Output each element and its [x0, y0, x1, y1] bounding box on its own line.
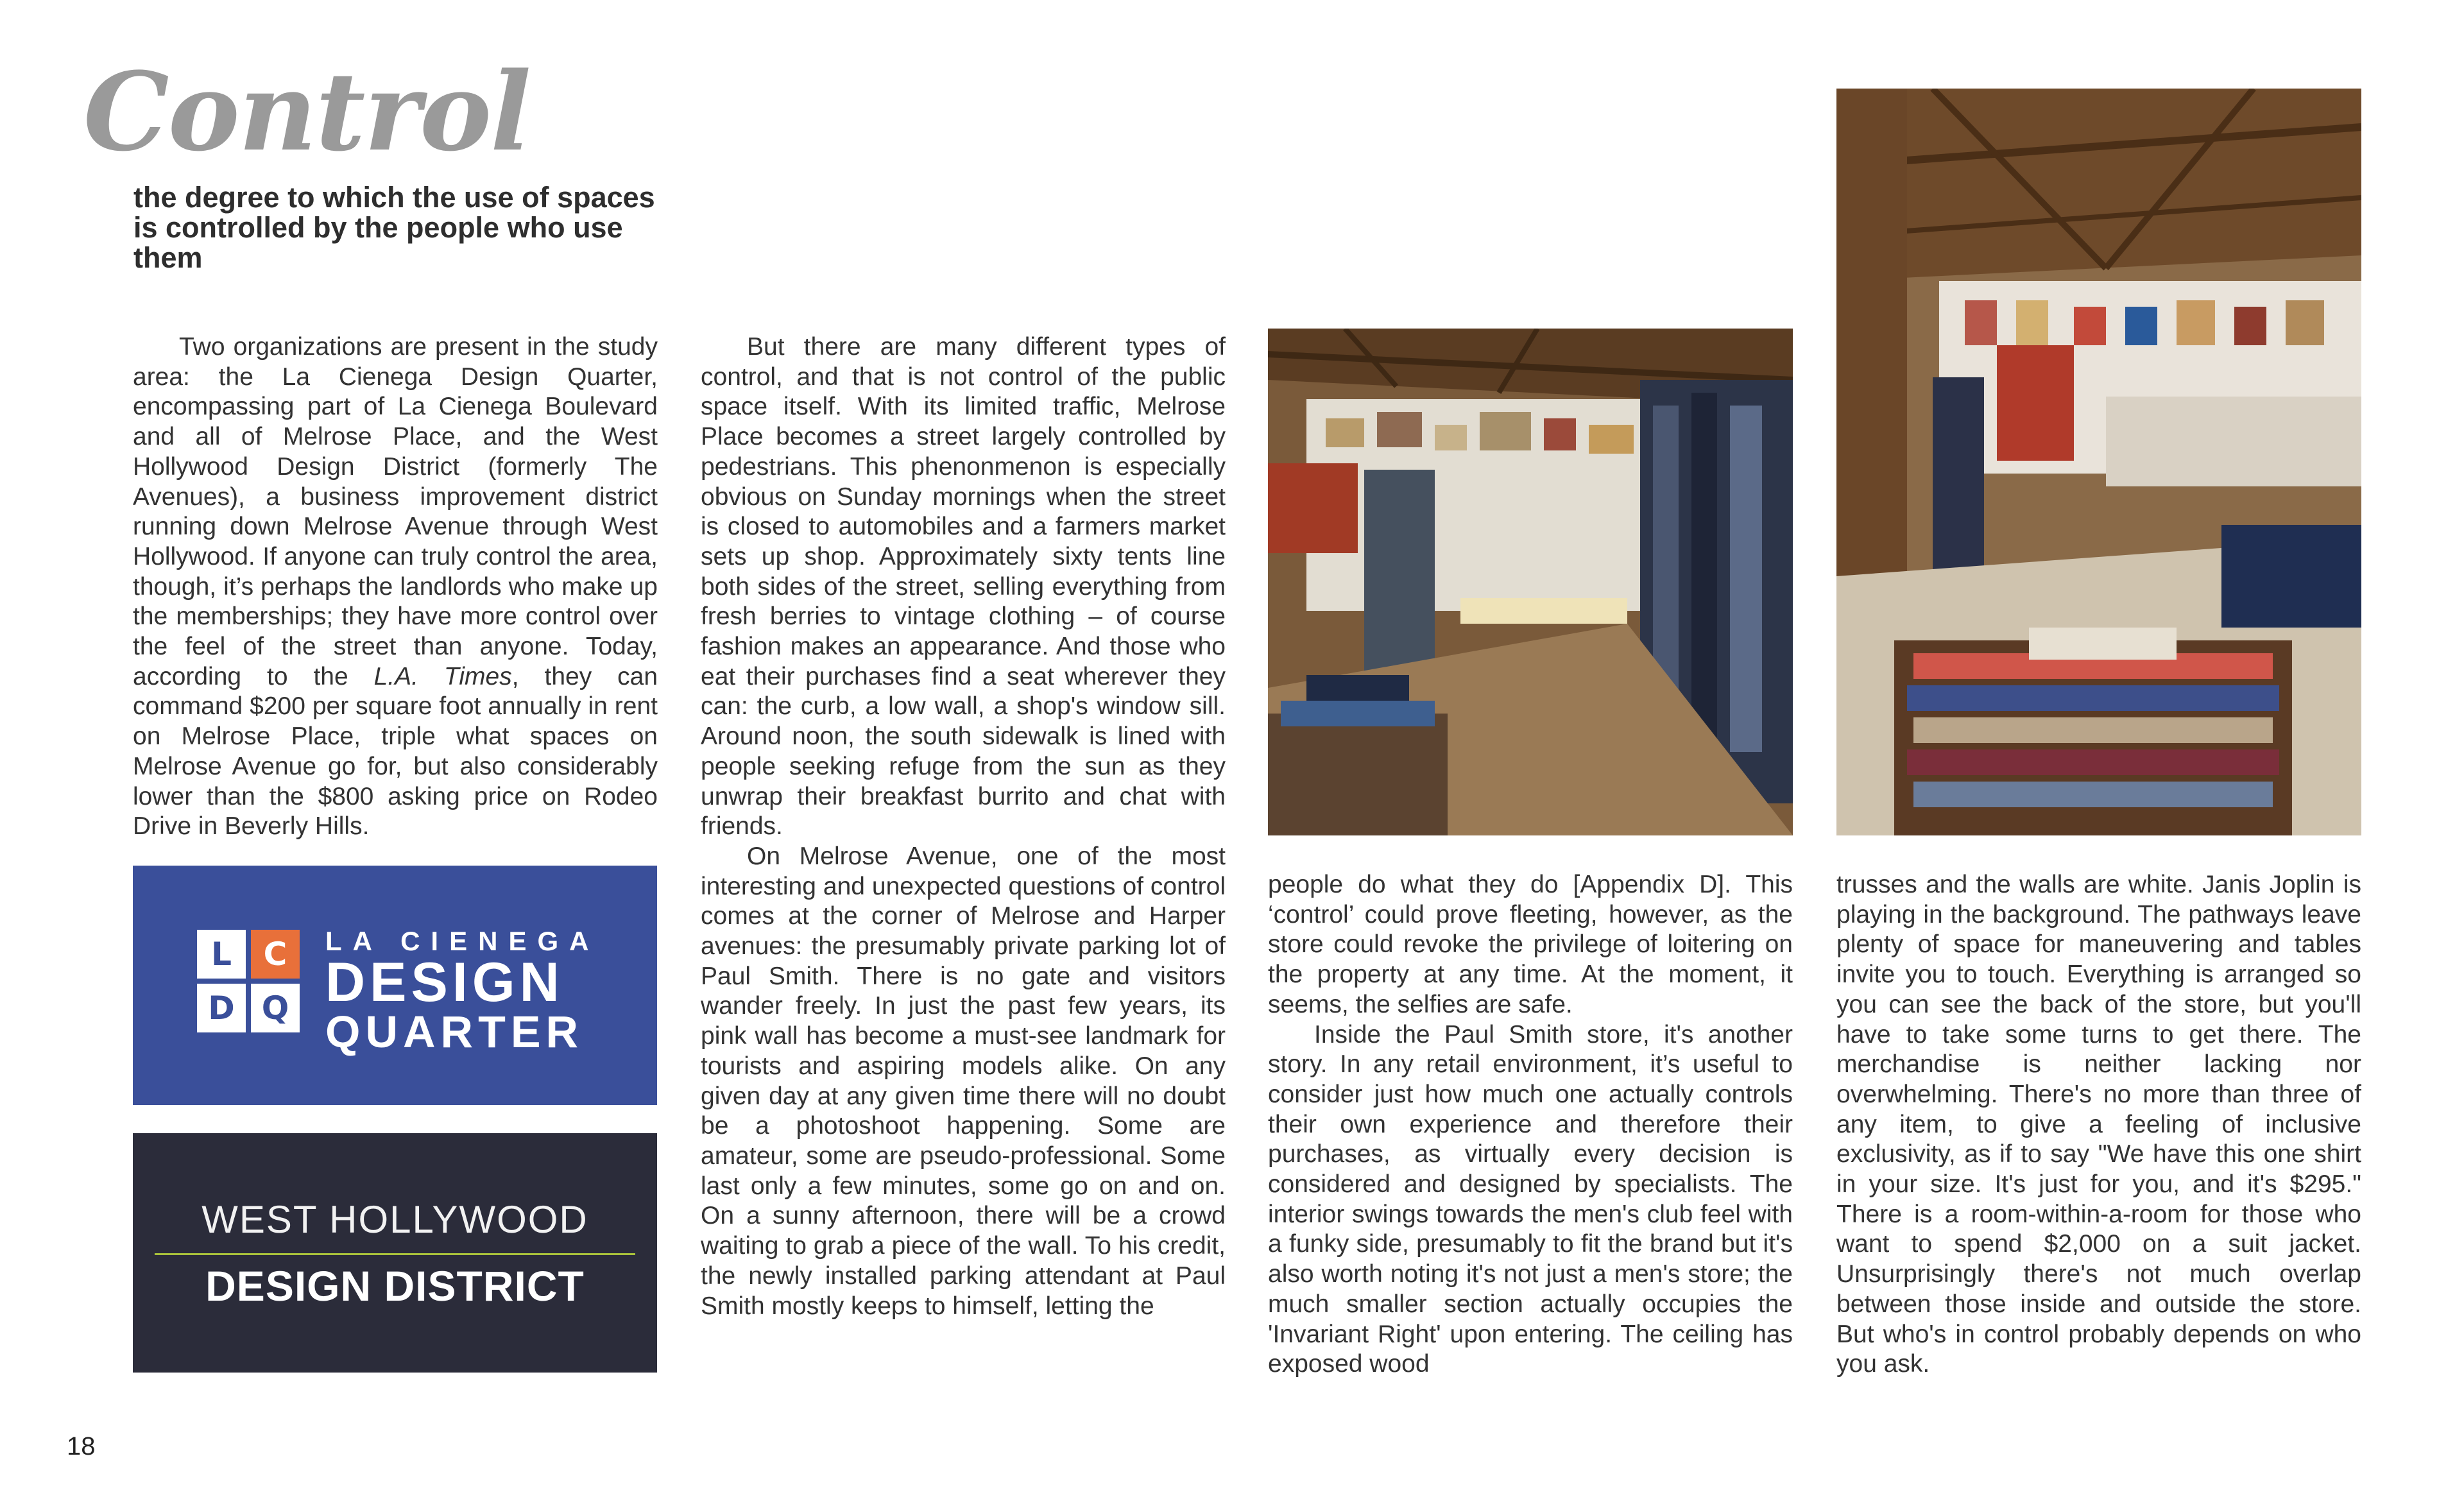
- store-interior-photo-1-image: [1268, 329, 1793, 835]
- lcdq-line-1: LA CIENEGA: [325, 926, 600, 956]
- lcdq-letter-l: L: [197, 930, 246, 979]
- text-column-4: [1836, 870, 2361, 1380]
- text-column-1: [133, 332, 658, 842]
- column-4-paragraph-1: trusses and the walls are white. Janis Joplin is playing in the background. The pathways leave plenty of space for maneuvering and tables invite you to touch. Everything is arranged so you can see the back of the store, but you'll have to take some turns to get there. The merchandise is neither lacking nor overwhelming. There's no more than three of any item, to give a feeling of inclusive exclusivity, as if to say "We have this one shirt in your size. It's just for you, and it's $295." There is a room-within-a-room for those who want to spend $2,000 on a suit jacket. Unsurprisingly there's not much overlap between those inside and outside the store. But who's in control probably depends on who you ask.: [1836, 871, 2361, 1378]
- column-2-paragraph-1: But there are many different types of control, and that is not control of the public space itself. With its limited traffic, Melrose Place becomes a street largely controlled by pedestrians. This phenonmenon is especially obvious on Sunday mornings when the street is closed to automobiles and a farmers market sets up shop. Approximately sixty tents line both sides of the street, selling everything from fresh berries to vintage clothing – of course fashion makes an appearance. And those who eat their purchases find a seat wherever they can: the curb, a low wall, a shop's window sill. Around noon, the south sidewalk is lined with people seeking refuge from the sun as they unwrap their breakfast burrito and chat with friends.: [701, 333, 1226, 841]
- store-interior-photo-1: [1268, 329, 1793, 835]
- lcdq-line-3: QUARTER: [325, 1007, 584, 1057]
- whdd-line-1: WEST HOLLYWOOD: [201, 1198, 588, 1241]
- text-column-2: [701, 332, 1226, 1321]
- paragraph-text: Two organizations are present in the study area: the La Cienega Design Quarter, encompassing part of La Cienega Boulevard and all of Melrose Place, and the West Hollywood Design District (formerly The Avenues), a business improvement district running down Melrose Avenue through West Hollywood. If anyone can truly control the area, though, it’s perhaps the landlords who make up the memberships; they have more control over the feel of the street than anyone. Today, according to the: [133, 333, 658, 690]
- store-interior-photo-2-image: [1836, 89, 2361, 835]
- store-interior-photo-2: [1836, 89, 2361, 835]
- lcdq-line-2: DESIGN: [325, 952, 564, 1013]
- publication-name: L.A. Times: [373, 662, 512, 690]
- lcdq-letter-grid: [197, 930, 300, 1032]
- column-2-paragraph-2: On Melrose Avenue, one of the most interesting and unexpected questions of control comes at the corner of Melrose and Harper avenues: the presumably private parking lot of Paul Smith. There is no gate and visitors wander freely. In just the past few years, its pink wall has become a must-see landmark for tourists and aspiring models alike. On any given day at any given time there will no doubt be a photoshoot happening. Some are amateur, some are pseudo-professional. Some last only a few minutes, some go on and on. On a sunny afternoon, there will be a crowd waiting to grab a piece of the wall. To his credit, the newly installed parking attendant at Paul Smith mostly keeps to himself, letting the: [701, 842, 1226, 1320]
- lcdq-letter-c: C: [251, 930, 300, 979]
- column-3-paragraph-2: Inside the Paul Smith store, it's another story. In any retail environment, it’s useful to consider just how much one actually controls their own experience and therefore their purchases, as virtually every decision is considered and designed by specialists. The interior swings towards the men's club feel with a funky side, presumably to fit the brand but it's also worth noting it's not just a men's store; the much smaller section actually occupies the 'Invariant Right' upon entering. The ceiling has exposed wood: [1268, 1020, 1793, 1378]
- text-column-3: [1268, 870, 1793, 1380]
- paragraph-text: , they can command $200 per square foot annually in rent on Melrose Place, triple what spaces on Melrose Avenue go for, but also considerably lower than the $800 asking price on Rodeo Drive in Beverly Hills.: [133, 662, 658, 841]
- page-subtitle: the degree to which the use of spaces is controlled by the people who use them: [133, 181, 655, 274]
- lcdq-wordmark: [325, 927, 599, 1055]
- lcdq-letter-q: Q: [251, 984, 300, 1032]
- page-number: 18: [67, 1432, 96, 1460]
- lcdq-letter-d: D: [197, 984, 246, 1032]
- whdd-divider: [155, 1253, 635, 1255]
- west-hollywood-design-district-logo: [133, 1133, 657, 1373]
- la-cienega-design-quarter-logo: [133, 866, 657, 1105]
- whdd-line-2: DESIGN DISTRICT: [205, 1262, 585, 1310]
- page-title: Control: [83, 48, 530, 175]
- column-3-paragraph-1: people do what they do [Appendix D]. This ‘control’ could prove fleeting, however, as the store could revoke the privilege of loitering on the property at any time. At the moment, it seems, the selfies are safe.: [1268, 871, 1793, 1018]
- column-1-paragraph-1: [133, 332, 658, 842]
